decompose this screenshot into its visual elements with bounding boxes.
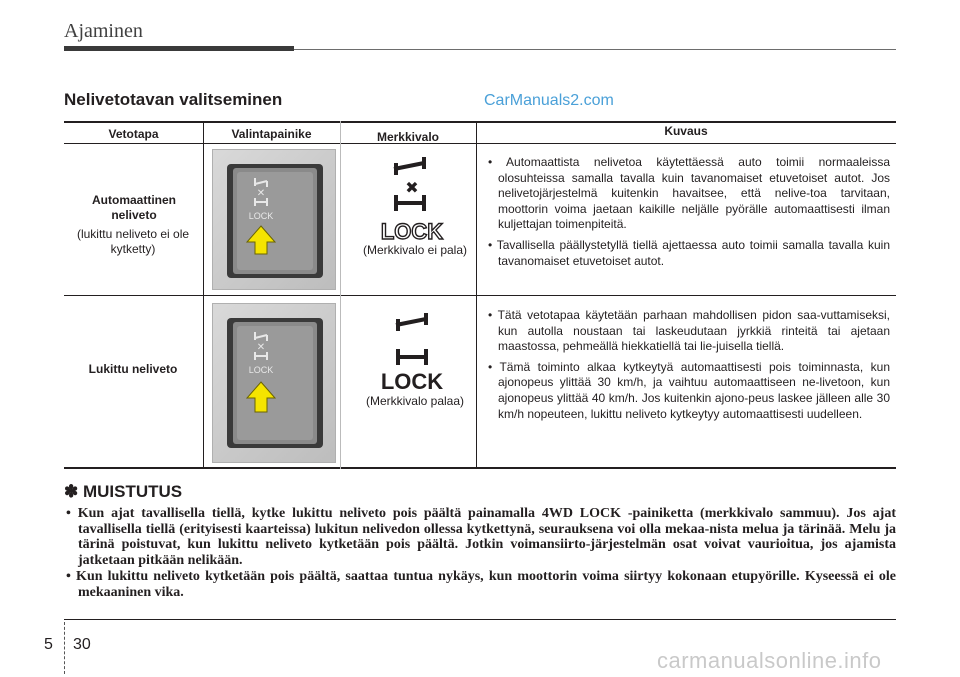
lock-button-icon [213, 150, 337, 291]
description-row-1 [484, 155, 890, 274]
footer-divider [64, 622, 65, 674]
mode-note: (lukittu neliveto ei ole kytketty) [76, 227, 190, 256]
note-item: • Kun lukittu neliveto kytketään pois päältä, saattaa tuntua nykäys, kun moottorin voima siirtyy kokonaan etupyörille. Kyseessä ei ole mekaaninen vika. [66, 569, 896, 600]
drive-mode-table [64, 121, 896, 469]
description-item: • Tämä toiminto alkaa kytkeytyä automaattisesti pois toiminnasta, kun ajonopeus ylittää 30 km/h, ja vaihtuu automaattiseen ne-livetoon, kun ajonopeus ylittää 40 km/h. Jos kuitenkin ajono-peus laskee jälleen alle 30 km/h nopeuteen, lukittu neliveto kytkeytyy automaattisesti uudelleen. [488, 359, 890, 421]
footer-rule [64, 619, 896, 620]
description-item: • Tätä vetotapaa käytetään parhaan mahdollisen pidon saa-vuttamiseksi, kun autolla noustaan tai laskeudutaan jyrkkiä rinteitä tai ajetaan maastossa, pehmeällä hiekkatiellä tai lie-juisella tiellä. [488, 308, 890, 354]
watermark: CarManuals2.com [484, 92, 614, 109]
header-indicator: Merkkivalo [376, 130, 440, 144]
svg-text:✖: ✖ [405, 178, 419, 197]
section-title: Nelivetotavan valitseminen [64, 90, 283, 109]
header-rule [294, 49, 896, 50]
table-bottom-rule [64, 467, 896, 469]
header-bar [64, 46, 294, 51]
table-divider [203, 121, 204, 469]
lock-button-photo [212, 149, 336, 290]
indicator-note: (Merkkivalo palaa) [365, 394, 465, 408]
chapter-number: 5 [44, 636, 53, 653]
table-top-rule [64, 121, 896, 123]
description-row-2 [484, 308, 890, 427]
description-item: • Automaattista nelivetoa käytettäessä auto toimii normaaleissa olosuhteissa samalla tavalla kuin tavanomaiset etuvetoiset autot. Jos nelivetojärjestelmä kuitenkin havaitsee, että nelive-toa tarvitaan, moottorin voima jaetaan kaikille neljälle pyörälle automaattisesti ilman kuljettajan toimenpiteitä. [488, 155, 890, 232]
mode-name: Lukittu neliveto [88, 362, 178, 376]
header-button: Valintapainike [231, 127, 312, 141]
chapter-title: Ajaminen [64, 20, 143, 42]
svg-text:✕: ✕ [256, 342, 266, 353]
button-lock-label: LOCK [248, 365, 274, 375]
indicator-lock-label: LOCK [380, 219, 444, 241]
indicator-lock-label: LOCK [380, 369, 444, 391]
note-item: • Kun ajat tavallisella tiellä, kytke lukittu neliveto pois päältä painamalla 4WD LOCK -painiketta (merkkivalo sammuu). Jos ajat tavallisella tiellä (erityisesti kaarteissa) lukitun nelivedon ollessa kytkettynä, seurauksena voi olla mekaa-nista melua ja tärinää. Melu ja tärinä poistuvat, kun lukittu neliveto kytketään pois päältä. Jotkin voimansiirto-järjestelmän osat voivat vaurioitua, jos ajamista jatketaan pitkään nelikään. [66, 506, 896, 568]
note-title: ✽ MUISTUTUS [64, 482, 183, 501]
lock-button-photo [212, 303, 336, 463]
note-box [64, 482, 896, 601]
table-divider [340, 121, 341, 469]
page-number: 30 [73, 636, 91, 653]
svg-text:✕: ✕ [256, 188, 266, 199]
header-description: Kuvaus [664, 124, 708, 138]
mode-name: Automaattinen neliveto [92, 193, 176, 222]
lock-button-icon [213, 304, 337, 464]
table-header-rule [64, 143, 896, 144]
awd-indicator-off-icon [374, 157, 454, 241]
description-item: • Tavallisella päällystetyllä tiellä ajettaessa auto toimii samalla tavalla kuin tavanomaiset etuvetoiset autot. [488, 237, 890, 268]
table-row-rule [64, 295, 896, 296]
awd-lock-indicator-icon [372, 309, 456, 391]
button-lock-label: LOCK [248, 211, 274, 221]
header-mode: Vetotapa [108, 127, 159, 141]
site-watermark: carmanualsonline.info [657, 648, 882, 673]
indicator-note: (Merkkivalo ei pala) [362, 243, 468, 257]
table-divider [476, 121, 477, 469]
